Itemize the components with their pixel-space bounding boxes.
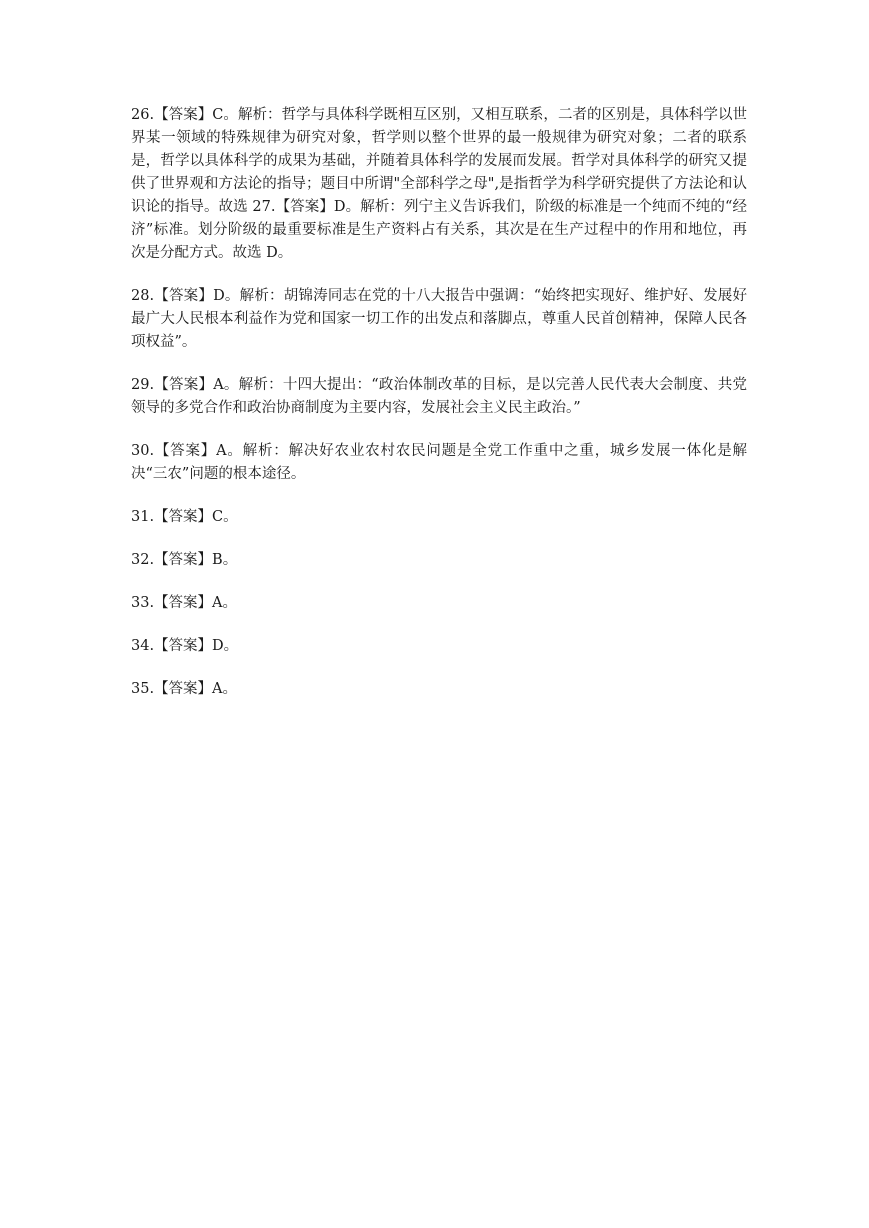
answer-26-27-paragraph: 26.【答案】C。解析：哲学与具体科学既相互区别，又相互联系，二者的区别是，具体科学以世界某一领域的特殊规律为研究对象，哲学则以整个世界的最一般规律为研究对象；二者的联系是，哲学以具体科学的成果为基础，并随着具体科学的发展而发展。哲学对具体科学的研究又提供了世界观和方法论的指导；题目中所谓"全部科学之母",是指哲学为科学研究提供了方法论和认识论的指导。故选 27.【答案】D。解析：列宁主义告诉我们，阶级的标准是一个纯而不纯的“经济”标准。划分阶级的最重要标准是生产资料占有关系，其次是在生产过程中的作用和地位，再次是分配方式。故选 D。 xyxy=(131,107,747,261)
answer-31-paragraph: 31.【答案】C。 xyxy=(131,509,238,525)
answer-33-paragraph: 33.【答案】A。 xyxy=(131,595,238,611)
answer-28-paragraph: 28.【答案】D。解析：胡锦涛同志在党的十八大报告中强调：“始终把实现好、维护好、发展好最广大人民根本利益作为党和国家一切工作的出发点和落脚点，尊重人民首创精神，保障人民各项权益”。 xyxy=(131,288,747,350)
answer-35-paragraph: 35.【答案】A。 xyxy=(131,681,238,697)
answer-30-paragraph: 30.【答案】A。解析：解决好农业农村农民问题是全党工作重中之重，城乡发展一体化是解决“三农”问题的根本途径。 xyxy=(131,443,747,482)
answer-34-paragraph: 34.【答案】D。 xyxy=(131,638,239,654)
answer-content xyxy=(131,104,747,721)
answer-29-paragraph: 29.【答案】A。解析：十四大提出：“政治体制改革的目标，是以完善人民代表大会制度、共党领导的多党合作和政治协商制度为主要内容，发展社会主义民主政治。” xyxy=(131,377,747,416)
answer-32-paragraph: 32.【答案】B。 xyxy=(131,552,238,568)
